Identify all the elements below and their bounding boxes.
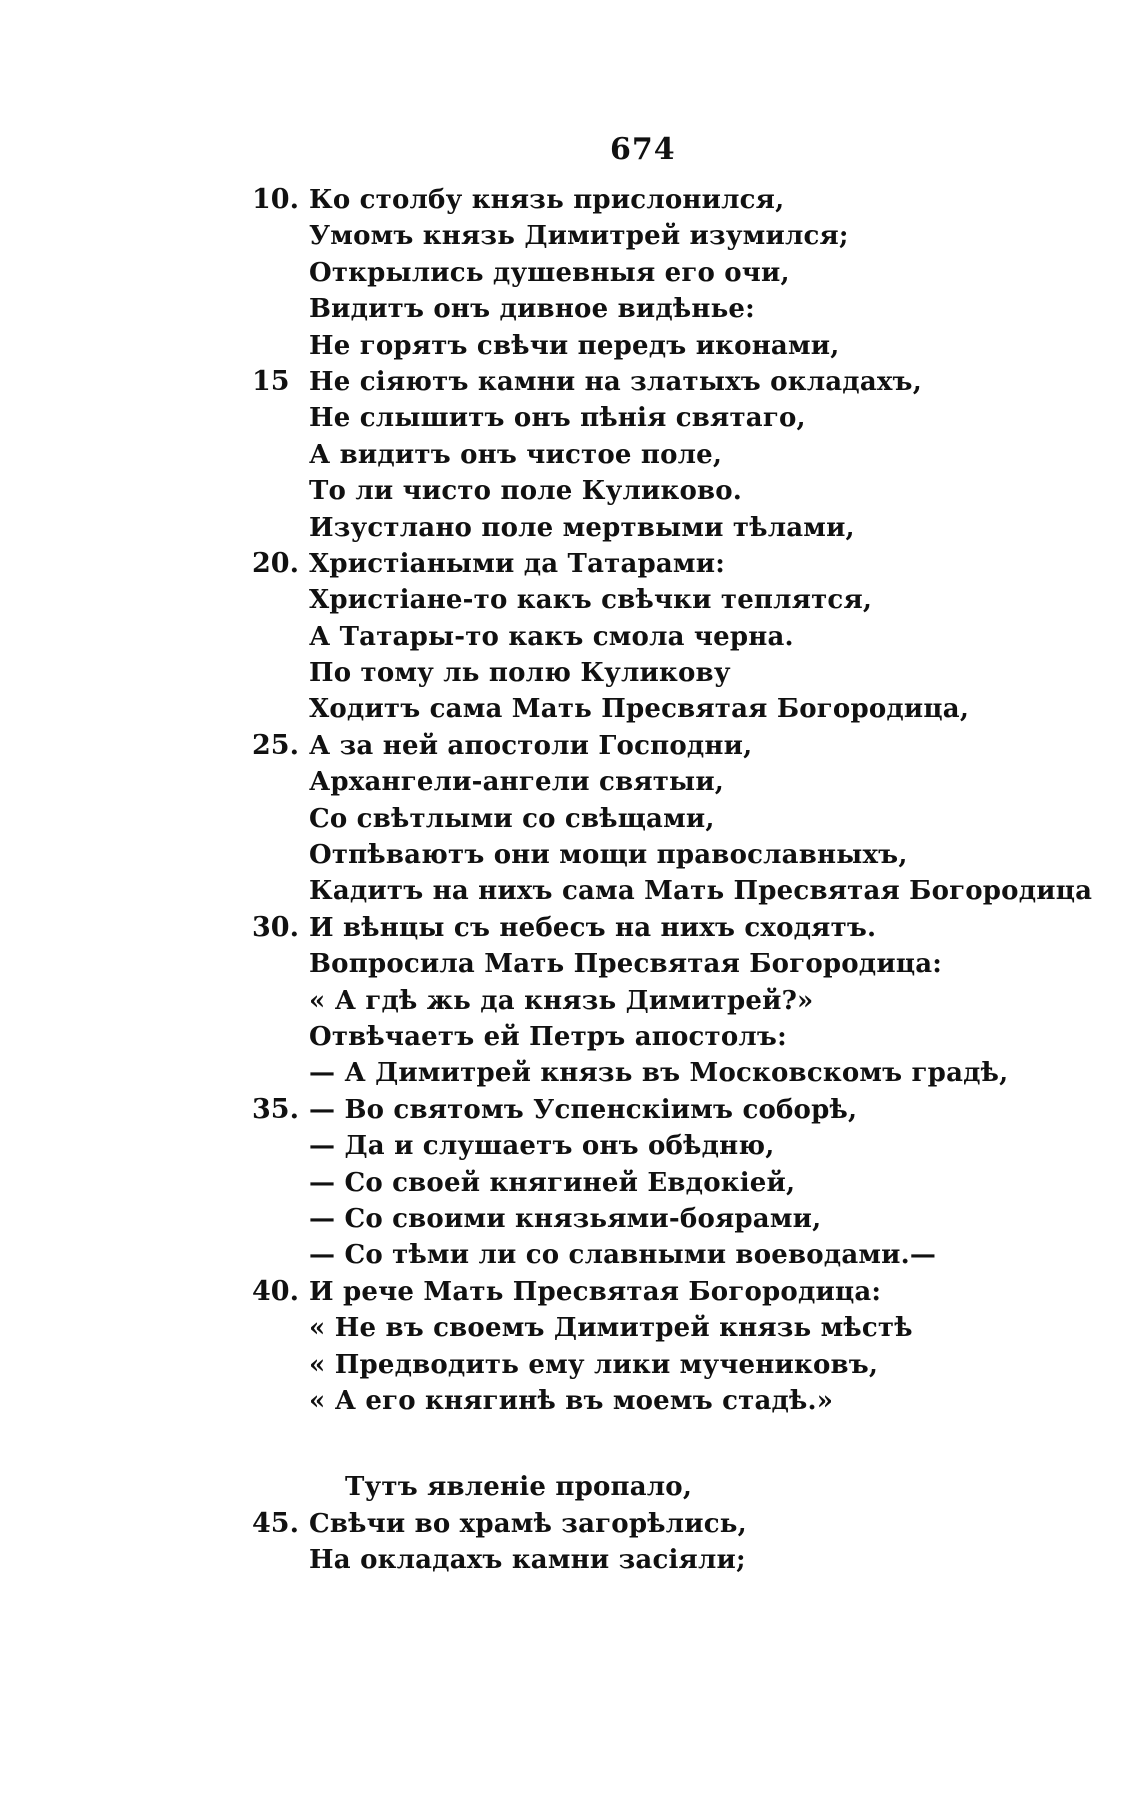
verse-line [0, 910, 1140, 946]
verse-text: На окладахъ камни засіяли; [309, 1545, 746, 1576]
verse-line [0, 1506, 1140, 1542]
verse-line [0, 473, 1140, 509]
verse-line [0, 1274, 1140, 1310]
verse-line [0, 255, 1140, 291]
verse-text: Тутъ явленіе пропало, [345, 1472, 693, 1503]
verse-line [0, 691, 1140, 727]
verse-text: Кадитъ на нихъ сама Мать Пресвятая Богородица [309, 876, 1093, 907]
verse-text: Со свѣтлыми со свѣщами, [309, 803, 715, 834]
verse-line [0, 728, 1140, 764]
verse-line [0, 1201, 1140, 1237]
verse-text: Не горятъ свѣчи передъ иконами, [309, 330, 840, 361]
verse-text: — Со своими князьями-боярами, [309, 1203, 822, 1234]
verse-text: — Да и слушаетъ онъ обѣдню, [309, 1131, 775, 1162]
verse-line [0, 1128, 1140, 1164]
verse-line [0, 1469, 1140, 1505]
verse-line [0, 1019, 1140, 1055]
verse-text: А за ней апостоли Господни, [309, 730, 753, 761]
verse-text: И рече Мать Пресвятая Богородица: [309, 1276, 882, 1307]
verse-text: Умомъ князь Димитрей изумился; [309, 221, 849, 252]
verse-text: « А гдѣ жь да князь Димитрей?» [309, 985, 814, 1016]
verse-line [0, 764, 1140, 800]
verse-text: А Татары-то какъ смола черна. [309, 621, 794, 652]
verse-text: « Не въ своемъ Димитрей князь мѣстѣ [309, 1313, 913, 1344]
verse-line [0, 546, 1140, 582]
verse-text: Отпѣваютъ они мощи православныхъ, [309, 840, 908, 871]
poem-text [0, 182, 1140, 1578]
verse-line [0, 1092, 1140, 1128]
page-number: 674 [610, 132, 676, 167]
verse-number: 25. [252, 729, 299, 761]
verse-line [0, 1055, 1140, 1091]
verse-text: Ко столбу князь прислонился, [309, 185, 785, 215]
verse-line [0, 328, 1140, 364]
verse-text: Отвѣчаетъ ей Петръ апостолъ: [309, 1021, 787, 1052]
verse-line [0, 873, 1140, 909]
verse-number: 10. [252, 184, 299, 215]
verse-number: 35. [252, 1093, 299, 1125]
verse-text: — А Димитрей князь въ Московскомъ градѣ, [309, 1058, 1009, 1089]
verse-line [0, 291, 1140, 327]
verse-text: Свѣчи во храмѣ загорѣлись, [309, 1508, 747, 1539]
verse-text: Видитъ онъ дивное видѣнье: [309, 294, 755, 325]
verse-line [0, 182, 1140, 218]
verse-text: Вопросила Мать Пресвятая Богородица: [309, 949, 943, 980]
verse-text: Архангели-ангели святыи, [309, 767, 725, 798]
verse-text: « А его княгинѣ въ моемъ стадѣ.» [309, 1385, 834, 1416]
verse-line [0, 437, 1140, 473]
verse-text: Христіаными да Татарами: [309, 548, 725, 579]
verse-number: 15 [252, 365, 290, 397]
verse-text: По тому ль полю Куликову [309, 658, 731, 689]
verse-number: 45. [252, 1507, 299, 1539]
verse-line [0, 582, 1140, 618]
verse-number: 30. [252, 911, 299, 943]
verse-line [0, 619, 1140, 655]
verse-text: « Предводить ему лики мучениковъ, [309, 1349, 879, 1380]
verse-line [0, 1165, 1140, 1201]
verse-text: Не сіяютъ камни на златыхъ окладахъ, [309, 366, 922, 397]
verse-line [0, 655, 1140, 691]
verse-line [0, 1383, 1140, 1419]
verse-line [0, 983, 1140, 1019]
verse-line [0, 364, 1140, 400]
verse-line [0, 218, 1140, 254]
verse-text: — Со своей княгиней Евдокіей, [309, 1167, 796, 1198]
verse-line [0, 946, 1140, 982]
verse-text: Открылись душевныя его очи, [309, 257, 790, 288]
verse-line [0, 801, 1140, 837]
verse-line [0, 400, 1140, 436]
verse-number: 40. [252, 1275, 299, 1307]
verse-text: — Со тѣми ли со славными воеводами.— [309, 1240, 937, 1271]
verse-text: — Во святомъ Успенскіимъ соборѣ, [309, 1094, 858, 1125]
verse-text: И вѣнцы съ небесъ на нихъ сходятъ. [309, 912, 877, 943]
verse-text: То ли чисто поле Куликово. [309, 476, 743, 507]
verse-number: 20. [252, 547, 299, 579]
verse-text: Ходитъ сама Мать Пресвятая Богородица, [309, 694, 970, 725]
verse-text: Христіане-то какъ свѣчки теплятся, [309, 585, 873, 616]
verse-line [0, 1347, 1140, 1383]
verse-line [0, 1310, 1140, 1346]
verse-line [0, 1237, 1140, 1273]
verse-text: Изустлано поле мертвыми тѣлами, [309, 512, 855, 543]
verse-line [0, 837, 1140, 873]
verse-line [0, 1542, 1140, 1578]
verse-text: А видитъ онъ чистое поле, [309, 439, 723, 470]
verse-line [0, 510, 1140, 546]
verse-text: Не слышитъ онъ пѣнія святаго, [309, 403, 806, 434]
